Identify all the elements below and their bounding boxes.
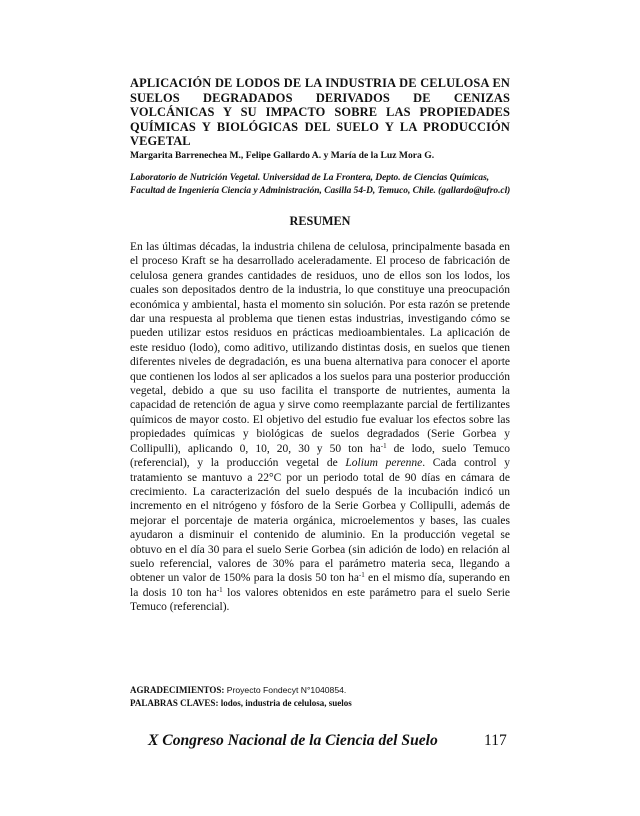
abstract-text-part-1: En las últimas décadas, la industria chilena de celulosa, principalmente basada en el proceso Kraft se ha desarrollado aceleradamente. El proceso de fabricación de celulosa genera grandes cantidades de residuos, uno de ellos son los lodos, los cuales son depositados dentro de la industria, lo que constituye una preocupación económica y ambiental, hasta el momento sin solución. Por esta razón se pretende dar una respuesta al problema que tienen estas industrias, investigando cómo se pueden utilizar estos residuos en prácticas medioambientales. La aplicación de este residuo (lodo), como aditivo, utilizando distintas dosis, en suelos que tienen diferentes niveles de degradación, es una buena alternativa para conocer el aporte que contienen los lodos al ser aplicados a los suelos para una posterior producción vegetal, debido a que su uso facilita el transporte de nutrientes, aumenta la capacidad de retención de agua y sirve como reemplazante parcial de fertilizantes químicos de mayor costo. El objetivo del estudio fue evaluar los efectos sobre las propiedades químicas y biológicas de suelos degradados (Serie Gorbea y Collipulli), aplicando 0, 10, 20, 30 y 50 ton ha [130,241,510,455]
superscript-unit-3: -1 [216,585,223,594]
keywords [130,697,510,709]
conference-name: X Congreso Nacional de la Ciencia del Suelo [148,732,438,749]
abstract-text-part-3: . Cada control y tratamiento se mantuvo a 22°C por un periodo total de 90 días en cámara de crecimiento. La caracterización del suelo después de la incubación indicó un incremento en el nitrógeno y fósforo de la Serie Gorbea y Collipulli, además de mejorar el porcentaje de materia orgánica, microelementos y bases, las cuales ayudaron a disminuir el contenido de aluminio. En la producción vegetal se obtuvo en el día 30 para el suelo Serie Gorbea (sin adición de lodo) en relación al suelo referencial, valores de 30% para el parámetro materia seca, llegando a obtener un valor de 150% para la dosis 50 ton ha [130,457,511,585]
abstract-text-part-4: en el mismo día, superando en la dosis 10 ton ha [130,572,510,599]
keywords-text: lodos, industria de celulosa, suelos [218,698,352,708]
paper-title: APLICACIÓN DE LODOS DE LA INDUSTRIA DE CELULOSA EN SUELOS DEGRADADOS DERIVADOS DE CENIZAS VOLCÁNICAS Y SU IMPACTO SOBRE LAS PROPIEDADES QUÍMICAS Y BIOLÓGICAS DEL SUELO Y LA PRODUCCIÓN VEGETAL [130,76,510,149]
abstract-heading: RESUMEN [289,214,351,228]
species-name: Lolium perenne [345,457,423,470]
superscript-unit-2: -1 [358,571,365,580]
affiliation-line-1: Laboratorio de Nutrición Vegetal. Universidad de La Frontera, Depto. de Ciencias Químicas, [130,173,490,183]
abstract-text-part-5: los valores obtenidos en este parámetro para el suelo Serie Temuco (referencial). [130,586,510,614]
affiliation-line-2: Facultad de Ingeniería Ciencia y Administración, Casilla 54-D, Temuco, Chile. (gallardo@ufro.cl) [130,185,511,196]
author-affiliation [130,172,550,197]
acknowledgements [130,684,510,696]
acknowledgements-text: Proyecto Fondecyt N°1040854. [224,685,347,695]
superscript-unit-1: -1 [380,441,387,450]
abstract-body [130,240,510,615]
page-number: 117 [484,732,507,749]
author-list: Margarita Barrenechea M., Felipe Gallardo A. y María de la Luz Mora G. [130,150,435,161]
keywords-label: PALABRAS CLAVES: [130,698,219,708]
abstract-text-part-2: de lodo, suelo Temuco (referencial), y la producción vegetal de [130,442,510,470]
acknowledgements-label: AGRADECIMIENTOS: [130,685,225,695]
